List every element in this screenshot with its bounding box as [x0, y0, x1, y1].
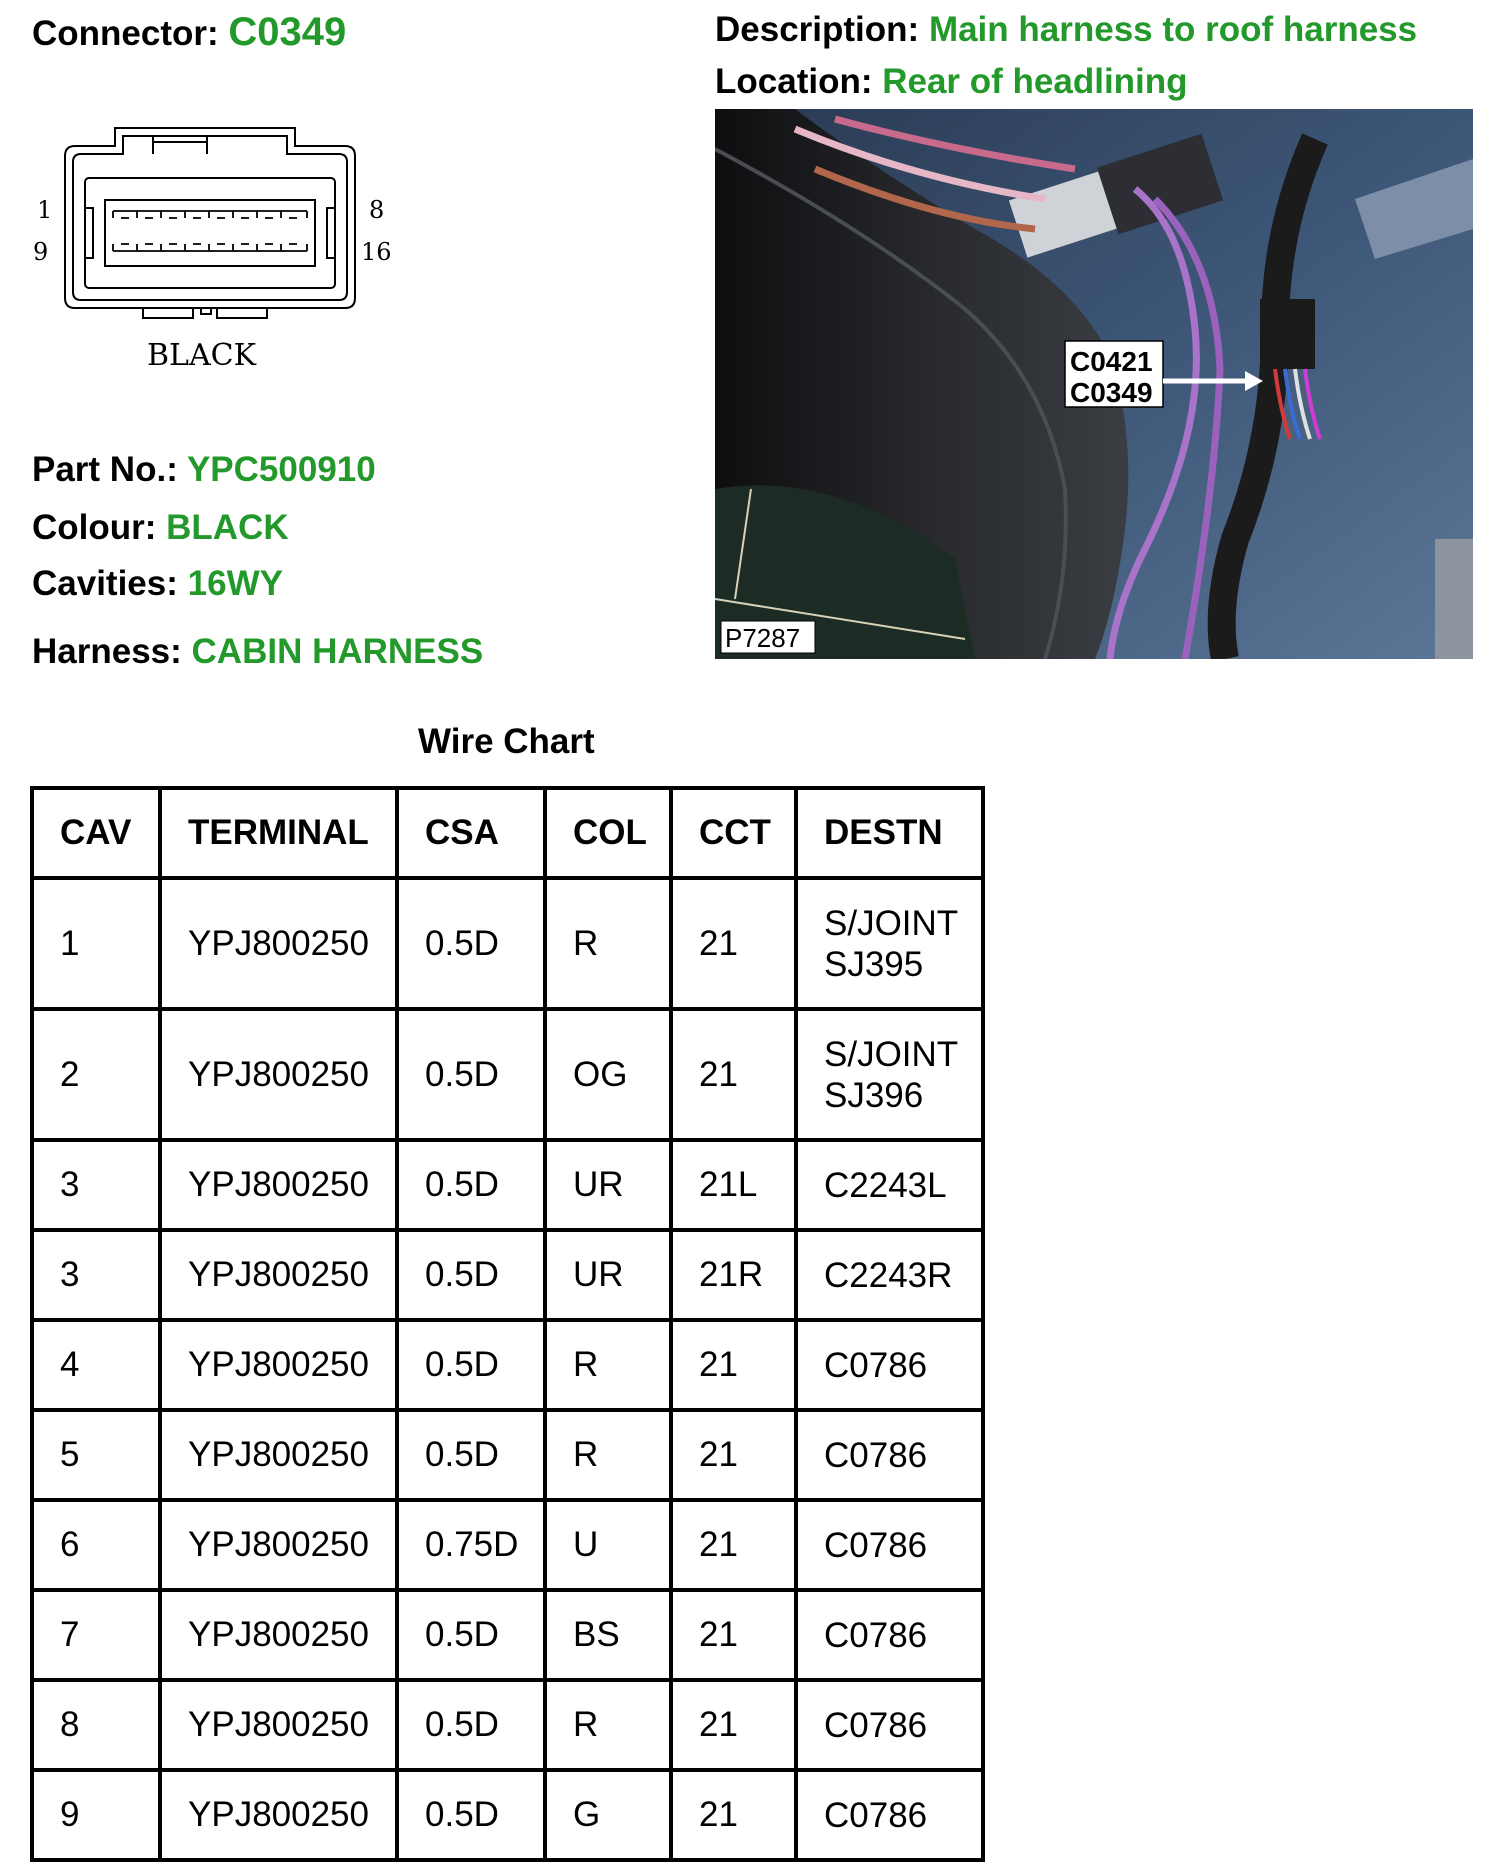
- destn-line-1: C0786: [824, 1795, 928, 1835]
- cell-cct: 21: [671, 1500, 796, 1590]
- table-row: [32, 1320, 983, 1410]
- cell-cct: 21: [671, 1009, 796, 1140]
- cell-col: OG: [545, 1009, 671, 1140]
- pin-label-9: 9: [33, 238, 49, 266]
- cell-csa: 0.5D: [397, 1680, 545, 1770]
- harness-field: [32, 634, 483, 669]
- connector-diagram: [25, 118, 405, 378]
- table-row: [32, 1770, 983, 1860]
- cell-destn: [796, 1770, 983, 1860]
- colour-field: [32, 510, 289, 545]
- cell-cav: 1: [32, 878, 160, 1009]
- cell-cav: 8: [32, 1680, 160, 1770]
- table-row: [32, 1680, 983, 1770]
- cell-terminal: YPJ800250: [160, 1230, 397, 1320]
- cell-csa: 0.5D: [397, 1230, 545, 1320]
- table-row: [32, 1009, 983, 1140]
- cell-csa: 0.5D: [397, 1320, 545, 1410]
- cell-terminal: YPJ800250: [160, 1410, 397, 1500]
- table-row: [32, 1500, 983, 1590]
- cell-col: UR: [545, 1230, 671, 1320]
- cell-cct: 21: [671, 1320, 796, 1410]
- part-no-field: [32, 452, 376, 487]
- cell-csa: 0.5D: [397, 1770, 545, 1860]
- table-row: [32, 1590, 983, 1680]
- cell-cct: 21L: [671, 1140, 796, 1230]
- photo-callout-c0349: C0349: [1070, 377, 1153, 408]
- cell-terminal: YPJ800250: [160, 1500, 397, 1590]
- part-no-value: YPC500910: [186, 450, 376, 489]
- connector-field: [32, 12, 346, 52]
- cell-terminal: YPJ800250: [160, 878, 397, 1009]
- destn-line-1: C0786: [824, 1435, 928, 1475]
- cell-cct: 21: [671, 1590, 796, 1680]
- cell-destn: [796, 1590, 983, 1680]
- cell-terminal: YPJ800250: [160, 1770, 397, 1860]
- location-value: Rear of headlining: [882, 62, 1188, 101]
- destn-line-1: S/JOINT: [824, 903, 959, 943]
- destn-line-1: C0786: [824, 1705, 928, 1745]
- cell-cct: 21: [671, 878, 796, 1009]
- cell-cav: 3: [32, 1140, 160, 1230]
- cell-csa: 0.5D: [397, 878, 545, 1009]
- cell-destn: [796, 1500, 983, 1590]
- cell-col: R: [545, 1680, 671, 1770]
- colour-value: BLACK: [166, 508, 289, 547]
- cell-col: G: [545, 1770, 671, 1860]
- cell-col: BS: [545, 1590, 671, 1680]
- destn-line-1: C0786: [824, 1345, 928, 1385]
- cell-terminal: YPJ800250: [160, 1590, 397, 1680]
- cell-cct: 21: [671, 1410, 796, 1500]
- cell-cav: 9: [32, 1770, 160, 1860]
- location-photo: [715, 109, 1473, 659]
- cell-terminal: YPJ800250: [160, 1009, 397, 1140]
- table-header-row: [32, 788, 983, 878]
- cell-csa: 0.5D: [397, 1590, 545, 1680]
- cell-cav: 3: [32, 1230, 160, 1320]
- col-header-col: COL: [545, 788, 671, 878]
- connector-value: C0349: [228, 10, 347, 54]
- photo-callout-c0421: C0421: [1070, 346, 1153, 377]
- destn-line-1: S/JOINT: [824, 1034, 959, 1074]
- diagram-colour-label: BLACK: [147, 338, 256, 373]
- location-label: Location:: [715, 62, 873, 101]
- cavities-field: [32, 566, 283, 601]
- cell-col: R: [545, 1410, 671, 1500]
- cell-destn: [796, 1680, 983, 1770]
- cell-csa: 0.5D: [397, 1140, 545, 1230]
- destn-line-1: C2243R: [824, 1255, 953, 1295]
- cell-col: UR: [545, 1140, 671, 1230]
- cavities-value: 16WY: [187, 564, 283, 603]
- cell-destn: [796, 1410, 983, 1500]
- col-header-csa: CSA: [397, 788, 545, 878]
- destn-line-2: SJ396: [824, 1075, 924, 1115]
- location-field: [715, 64, 1188, 99]
- cell-cav: 2: [32, 1009, 160, 1140]
- part-no-label: Part No.:: [32, 450, 178, 489]
- pin-label-1: 1: [37, 196, 53, 224]
- table-row: [32, 878, 983, 1009]
- cell-destn: [796, 878, 983, 1009]
- cell-destn: [796, 1230, 983, 1320]
- cell-cav: 4: [32, 1320, 160, 1410]
- wire-chart-title: Wire Chart: [418, 722, 595, 761]
- cell-col: R: [545, 1320, 671, 1410]
- cell-terminal: YPJ800250: [160, 1680, 397, 1770]
- col-header-cav: CAV: [32, 788, 160, 878]
- destn-line-1: C0786: [824, 1615, 928, 1655]
- destn-line-2: SJ395: [824, 944, 924, 984]
- cell-destn: [796, 1140, 983, 1230]
- cell-csa: 0.5D: [397, 1009, 545, 1140]
- cell-destn: [796, 1320, 983, 1410]
- table-row: [32, 1230, 983, 1320]
- cell-cav: 7: [32, 1590, 160, 1680]
- col-header-cct: CCT: [671, 788, 796, 878]
- cell-destn: [796, 1009, 983, 1140]
- table-row: [32, 1140, 983, 1230]
- cell-col: R: [545, 878, 671, 1009]
- harness-value: CABIN HARNESS: [191, 632, 484, 671]
- table-row: [32, 1410, 983, 1500]
- cell-terminal: YPJ800250: [160, 1140, 397, 1230]
- col-header-destn: DESTN: [796, 788, 983, 878]
- destn-line-1: C0786: [824, 1525, 928, 1565]
- cell-cct: 21R: [671, 1230, 796, 1320]
- col-header-terminal: TERMINAL: [160, 788, 397, 878]
- cell-terminal: YPJ800250: [160, 1320, 397, 1410]
- cell-cct: 21: [671, 1770, 796, 1860]
- pin-label-8: 8: [369, 196, 385, 224]
- cell-csa: 0.5D: [397, 1410, 545, 1500]
- cell-col: U: [545, 1500, 671, 1590]
- connector-label: Connector:: [32, 14, 219, 53]
- pin-label-16: 16: [361, 238, 392, 266]
- description-label: Description:: [715, 10, 920, 49]
- cell-csa: 0.75D: [397, 1500, 545, 1590]
- colour-label: Colour:: [32, 508, 157, 547]
- harness-label: Harness:: [32, 632, 182, 671]
- description-field: [715, 12, 1417, 47]
- description-value: Main harness to roof harness: [928, 10, 1418, 49]
- photo-ref-label: P7287: [725, 623, 801, 653]
- cell-cav: 5: [32, 1410, 160, 1500]
- wire-chart-table: [30, 786, 985, 1862]
- cell-cav: 6: [32, 1500, 160, 1590]
- cell-cct: 21: [671, 1680, 796, 1770]
- destn-line-1: C2243L: [824, 1165, 947, 1205]
- cavities-label: Cavities:: [32, 564, 178, 603]
